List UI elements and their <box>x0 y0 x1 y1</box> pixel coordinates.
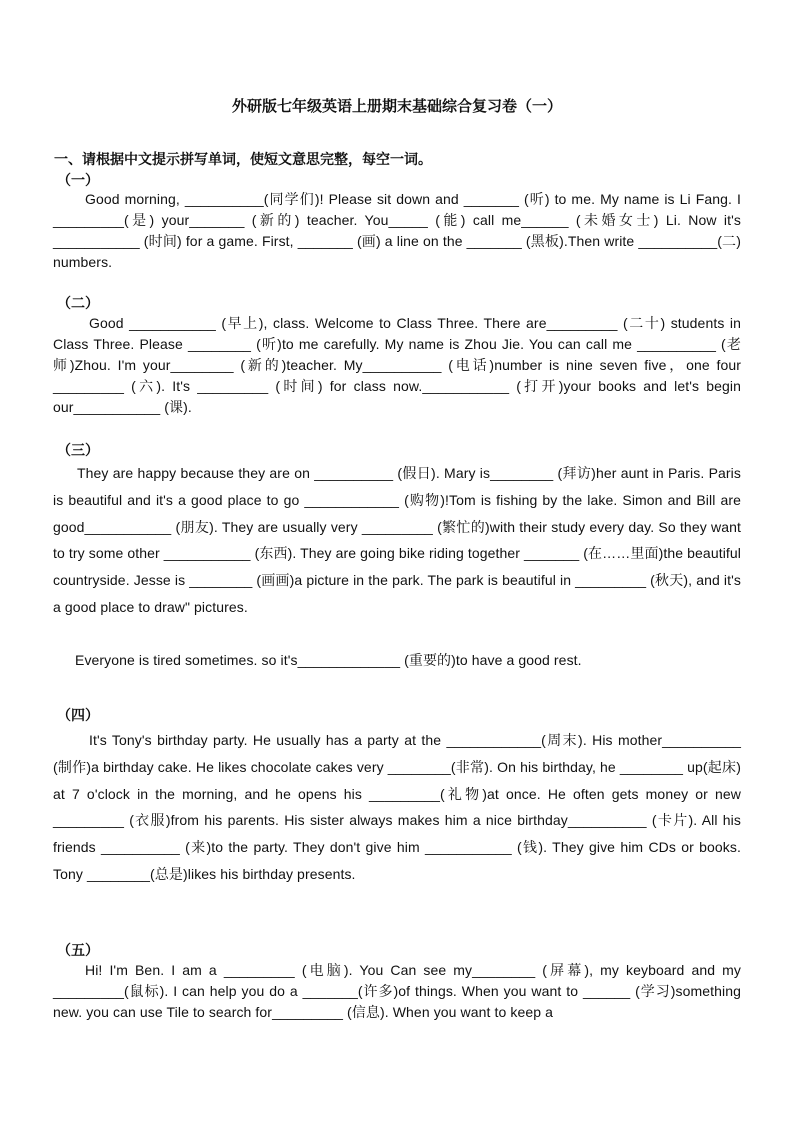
passage-3: They are happy because they are on __________ (假日). Mary is________ (拜访)her aunt in Paris. Paris is beautiful and it's a good place to go ____________ (购物)!Tom is fishing by the lake. Simon and Bill are good___________ (朋友). They are usually very _________ (繁忙的)with their study every day. So they want to try some other ___________ (东西). They are going bike riding together _______ (在……里面)the beautiful countryside. Jesse is ________ (画画)a picture in the park. The park is beautiful in _________ (秋天), and it's a good place to draw" pictures. <box>53 465 741 615</box>
passage-2: Good ___________ (早上), class. Welcome to Class Three. There are_________ (二十) students in Class Three. Please ________ (听)to me carefully. My name is Zhou Jie. You can call me __________ (老师)Zhou. I'm your________ (新的)teacher. My__________ (电话)number is nine seven five，one four _________ (六). It's _________ (时间) for class now.___________ (打开)your books and let's begin our___________ (课). <box>53 315 741 415</box>
page-title: 外研版七年级英语上册期末基础综合复习卷（一） <box>231 97 562 115</box>
passage-4: It's Tony's birthday party. He usually has a party at the ____________(周末). His mother__________ (制作)a birthday cake. He likes chocolate cakes very ________(非常). On his birthday, he ________ up(起床) at 7 o'clock in the morning, and he opens his _________(礼物)at once. He often gets money or new _________ (衣服)from his parents. His sister always makes him a nice birthday__________ (卡片). All his friends __________ (来)to the party. They don't give him ___________ (钱). They give him CDs or books. Tony ________(总是)likes his birthday presents. <box>53 732 741 882</box>
section-label-3: （三） <box>57 443 99 459</box>
passage-1: Good morning, __________(同学们)! Please sit down and _______ (听) to me. My name is Li Fang. I _________(是) your_______ (新的) teacher. You_____ (能) call me______ (未婚女士) Li. Now it's ___________ (时间) for a game. First, _______ (画) a line on the _______ (黑板).Then write __________(二) numbers. <box>53 191 741 270</box>
passage-3-last-line: Everyone is tired sometimes. so it's_____________ (重要的)to have a good rest. <box>75 652 582 668</box>
section-label-5: （五） <box>57 943 99 959</box>
section-label-4: （四） <box>57 708 99 724</box>
section-label-2: （二） <box>57 296 99 312</box>
section-label-1: （一） <box>57 173 99 189</box>
instruction-heading: 一、请根据中文提示拼写单词，使短文意思完整，每空一词。 <box>54 152 432 168</box>
passage-5: Hi! I'm Ben. I am a _________ (电脑). You Can see my________ (屏幕), my keyboard and my _________(鼠标). I can help you do a _______(许多)of things. When you want to ______ (学习)something new. you can use Tile to search for_________ (信息). When you want to keep a <box>53 962 741 1020</box>
